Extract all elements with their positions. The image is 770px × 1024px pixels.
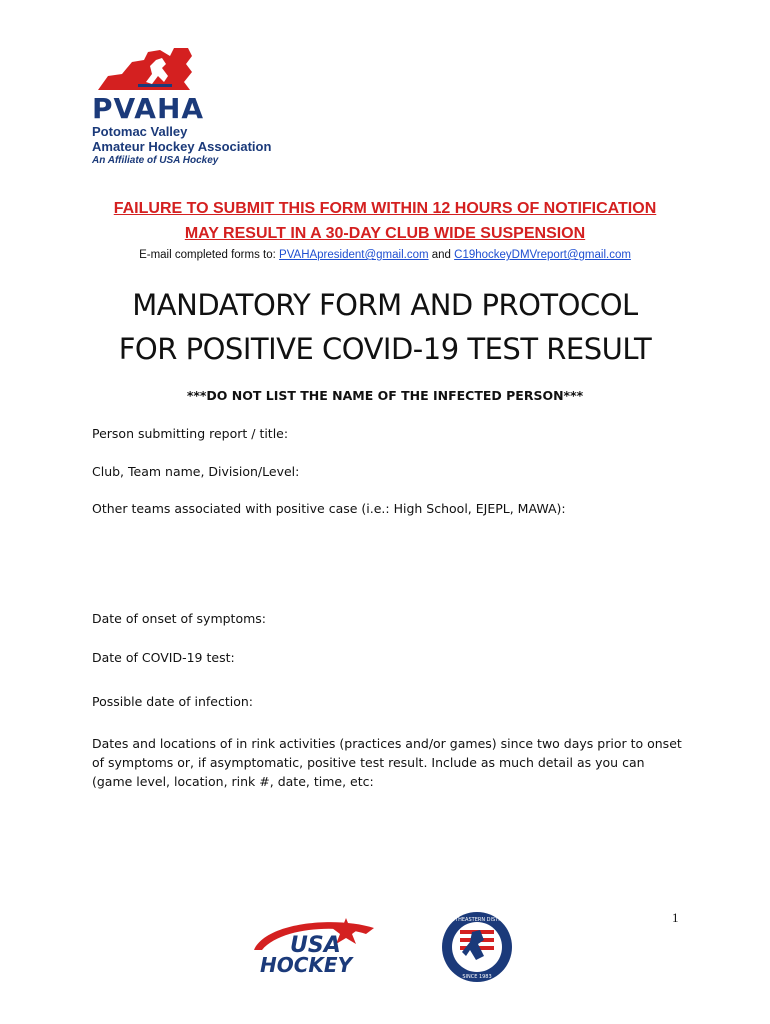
email-link-president[interactable]: PVAHApresident@gmail.com xyxy=(279,249,429,261)
seal-text: SOUTHEASTERN DISTRICT xyxy=(444,917,510,923)
email-instructions xyxy=(0,249,770,261)
seal-since-text: SINCE 1983 xyxy=(462,974,492,980)
email-joiner: and xyxy=(428,249,455,261)
logo-wordmark: PVAHA xyxy=(92,92,205,125)
email-link-report[interactable]: C19hockeyDMVreport@gmail.com xyxy=(454,249,631,261)
field-test-date: Date of COVID-19 test: xyxy=(92,650,235,665)
org-name-line2: Amateur Hockey Association xyxy=(92,139,272,154)
usa-logo-text: USA xyxy=(290,933,341,958)
email-prefix: E-mail completed forms to: xyxy=(139,249,280,261)
hockey-logo-text: HOCKEY xyxy=(260,953,353,977)
page-number: 1 xyxy=(672,910,679,925)
privacy-notice: ***DO NOT LIST THE NAME OF THE INFECTED PERSON*** xyxy=(186,388,584,403)
field-other-teams: Other teams associated with positive case (i.e.: High School, EJEPL, MAWA): xyxy=(92,501,566,516)
field-onset-date: Date of onset of symptoms: xyxy=(92,611,267,626)
page-title-line-2: FOR POSITIVE COVID-19 TEST RESULT xyxy=(118,332,652,366)
field-infection-date: Possible date of infection: xyxy=(92,694,254,709)
affiliate-tagline: An Affiliate of USA Hockey xyxy=(92,155,219,166)
field-activities: Dates and locations of in rink activities (practices and/or games) since two days prior to onset of symptoms or, if asymptomatic, positive test result. Include as much detail as you can (game level, location, rink #, date, time, etc: xyxy=(92,736,682,789)
field-club: Club, Team name, Division/Level: xyxy=(92,464,300,479)
page-title-line-1: MANDATORY FORM AND PROTOCOL xyxy=(132,288,638,322)
usa-hockey-logo-icon xyxy=(246,914,382,978)
southeastern-district-seal-icon xyxy=(440,910,514,984)
org-name-line1: Potomac Valley xyxy=(92,124,188,139)
field-submitter: Person submitting report / title: xyxy=(92,426,289,441)
warning-line-1: FAILURE TO SUBMIT THIS FORM WITHIN 12 HOURS OF NOTIFICATION xyxy=(113,200,657,217)
logo-text-block xyxy=(92,94,271,168)
warning-line-2: MAY RESULT IN A 30-DAY CLUB WIDE SUSPENSION xyxy=(184,225,586,242)
